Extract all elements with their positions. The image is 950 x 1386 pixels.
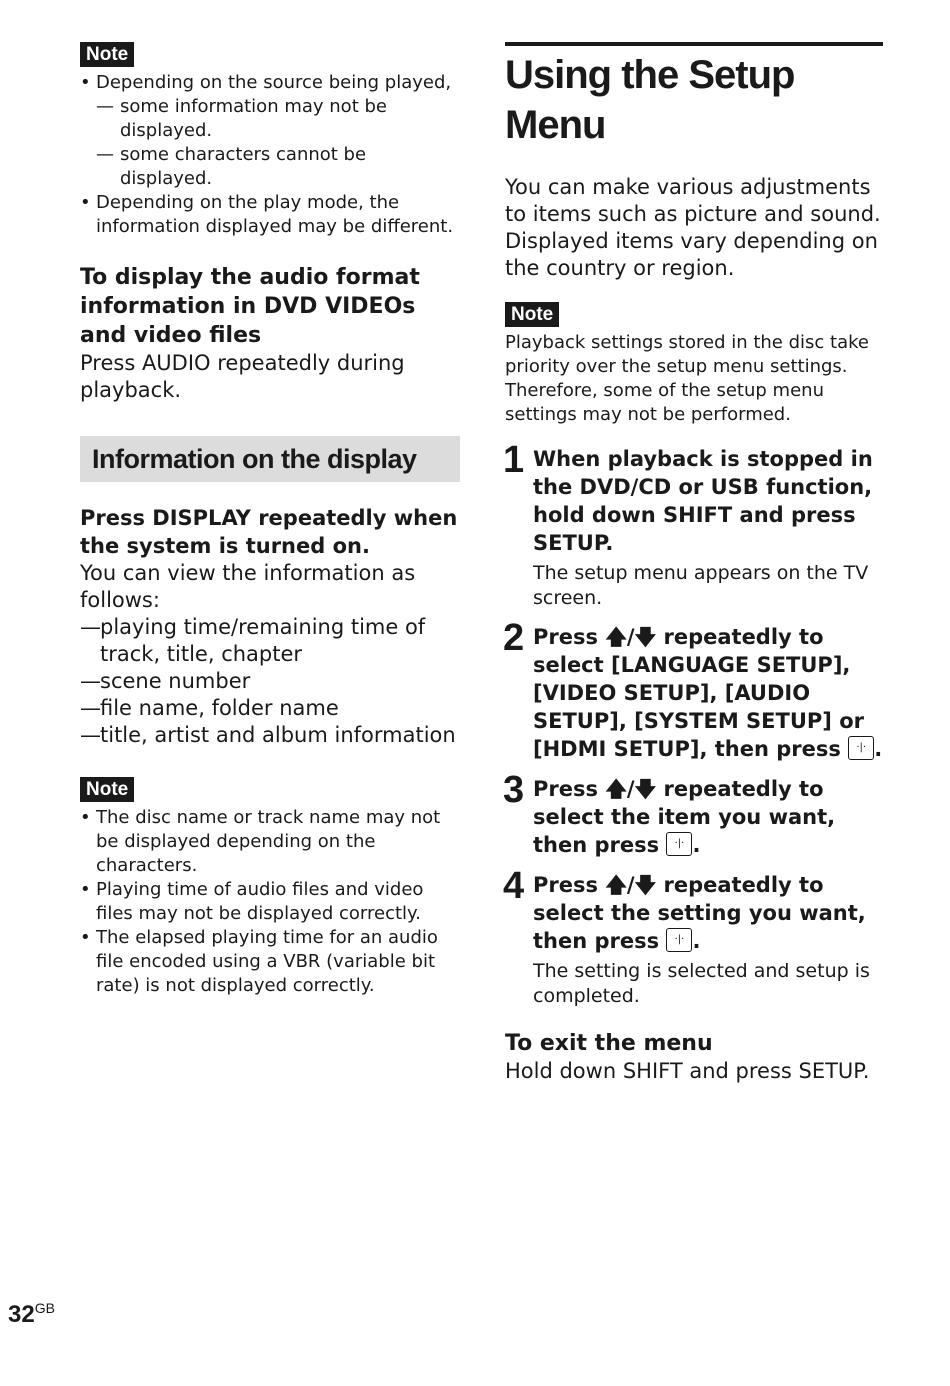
enter-button-icon [666, 832, 692, 856]
exit-heading: To exit the menu [505, 1031, 713, 1056]
note-label: Note [80, 42, 134, 67]
page-number: $32^{GB}$ [8, 1300, 55, 1328]
list-item: — file name, folder name [80, 695, 460, 722]
step-title: Press 🡅/🡇 repeatedly to select the item you want, then press ·|·. [533, 775, 883, 859]
note-text: Playback settings stored in the disc take priority over the setup menu settings. Therefore, some of the setup menu settings may not be performed. [505, 332, 869, 425]
up-down-arrow-icon: 🡅/🡇 [605, 873, 657, 897]
audio-format-text: Press AUDIO repeatedly during playback. [80, 351, 405, 402]
display-info-list [80, 614, 460, 749]
display-heading: Press DISPLAY repeatedly when the system is turned on. [80, 506, 458, 558]
setup-note [505, 302, 883, 427]
left-column [80, 42, 460, 998]
enter-button-icon [666, 928, 692, 952]
section-title: Information on the display [80, 436, 460, 482]
list-item: — some characters cannot be displayed. [96, 143, 460, 191]
step-2 [503, 617, 883, 763]
note-list [80, 806, 460, 998]
exit-block [505, 1029, 883, 1085]
list-item: • Playing time of audio files and video files may not be displayed correctly. [80, 878, 460, 926]
note-block-1 [80, 42, 460, 239]
list-item: — scene number [80, 668, 460, 695]
up-down-arrow-icon: 🡅/🡇 [605, 625, 657, 649]
enter-button-icon [848, 736, 874, 760]
step-title: Press 🡅/🡇 repeatedly to select [LANGUAGE SETUP], [VIDEO SETUP], [AUDIO SETUP], [SYSTEM SETUP] or [HDMI SETUP], then press ·|·. [533, 623, 883, 763]
step-number: 2 [503, 617, 525, 659]
list-item: • Depending on the source being played, — some information may not be displayed. — some characters cannot be displayed. [80, 71, 460, 191]
note-block-2 [80, 777, 460, 998]
setup-intro: You can make various adjustments to items such as picture and sound. Displayed items vary depending on the country or region. [505, 175, 881, 280]
list-item: — title, artist and album information [80, 722, 460, 749]
right-column [505, 42, 883, 1085]
list-item: • Depending on the play mode, the information displayed may be different. [80, 191, 460, 239]
audio-format-block [80, 263, 460, 404]
steps-list [503, 439, 883, 1009]
exit-text: Hold down SHIFT and press SETUP. [505, 1059, 870, 1083]
step-description: The setting is selected and setup is completed. [533, 960, 870, 1007]
note-list [80, 71, 460, 239]
sub-list [96, 95, 460, 191]
step-4 [503, 865, 883, 1009]
list-item: • The elapsed playing time for an audio file encoded using a VBR (variable bit rate) is not displayed correctly. [80, 926, 460, 998]
step-1 [503, 439, 883, 611]
note-label: Note [505, 302, 559, 327]
list-item: • The disc name or track name may not be displayed depending on the characters. [80, 806, 460, 878]
display-intro: You can view the information as follows: [80, 561, 416, 612]
step-number: 1 [503, 439, 525, 481]
list-item: — some information may not be displayed. [96, 95, 460, 143]
list-item: — playing time/remaining time of track, title, chapter [80, 614, 460, 668]
page-title: Using the Setup Menu [505, 42, 883, 150]
display-block [80, 504, 460, 749]
step-number: 3 [503, 769, 525, 811]
step-title: When playback is stopped in the DVD/CD or USB function, hold down SHIFT and press SETUP. [533, 447, 873, 555]
step-number: 4 [503, 865, 525, 907]
note-label: Note [80, 777, 134, 802]
up-down-arrow-icon: 🡅/🡇 [605, 777, 657, 801]
step-description: The setup menu appears on the TV screen. [533, 562, 869, 609]
step-title: Press 🡅/🡇 repeatedly to select the setting you want, then press ·|·. [533, 871, 883, 955]
step-3 [503, 769, 883, 859]
audio-format-heading: To display the audio format information in DVD VIDEOs and video files [80, 265, 420, 348]
